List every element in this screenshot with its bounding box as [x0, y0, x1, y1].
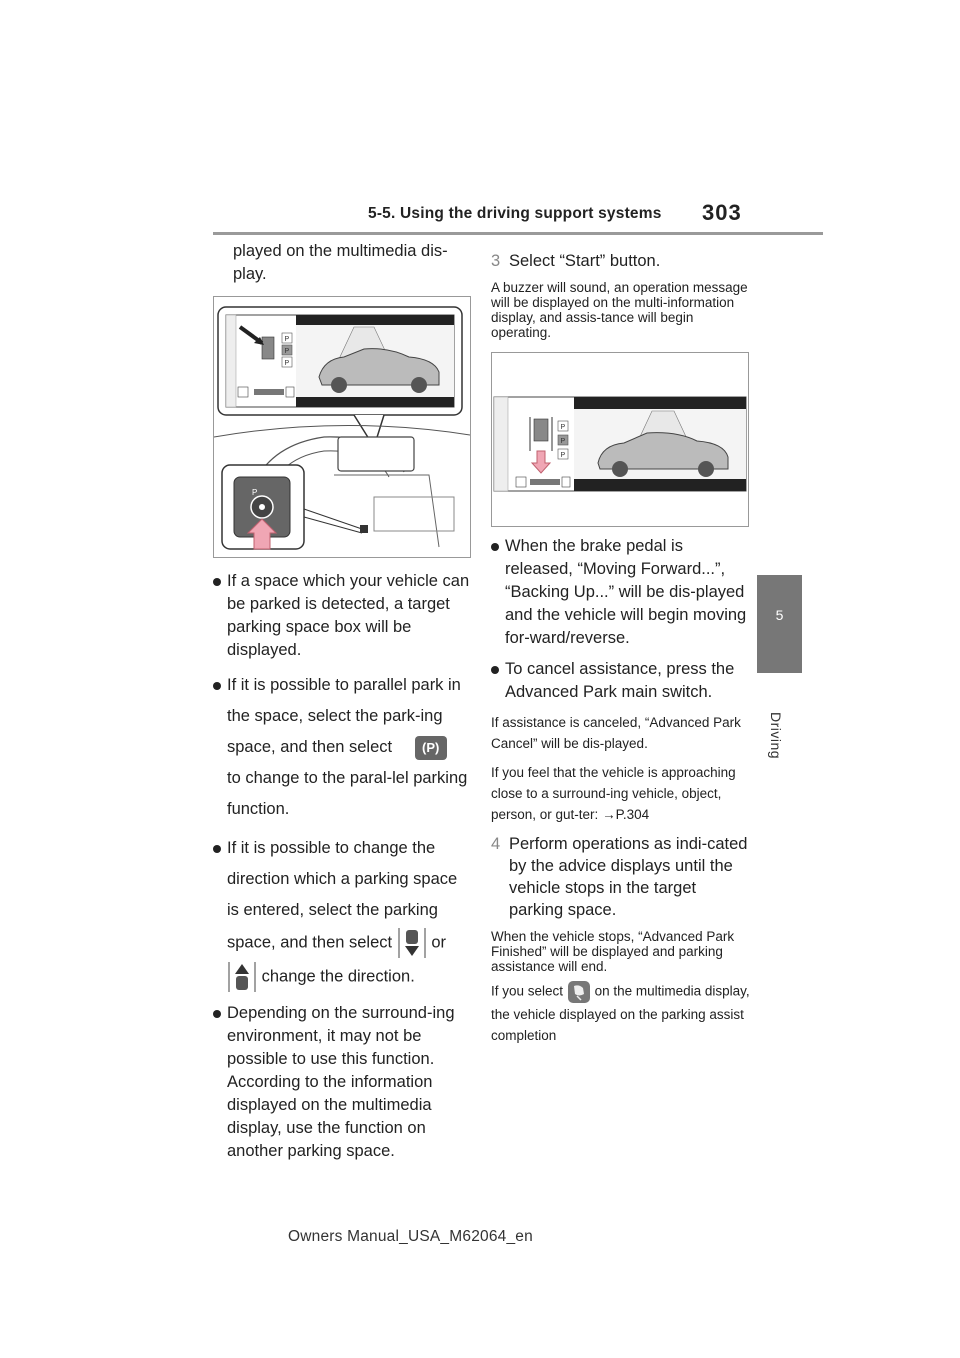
parking-space-labels: [558, 421, 568, 459]
start-screen-illustration: [492, 353, 748, 526]
parking-space-label: P: [284, 360, 290, 367]
left-column: [213, 236, 471, 1163]
switch-p-label: P: [252, 488, 258, 497]
reverse-entry-icon: [227, 960, 257, 994]
footer-document-id: Owners Manual_USA_M62064_en: [288, 1228, 533, 1245]
step-3-note: A buzzer will sound, an operation message will be displayed on the multi-information display, and assis-tance will begin operating.: [491, 280, 748, 340]
page-reference-link[interactable]: P.304: [615, 807, 650, 822]
chapter-number: 5: [775, 607, 784, 623]
parking-space-label: P: [560, 452, 566, 459]
figure-display-and-switch: [213, 296, 471, 558]
right-column: [491, 246, 751, 1046]
parking-space-label: P: [560, 438, 566, 445]
display-illustration: [214, 297, 470, 557]
step-4-note: When the vehicle stops, “Advanced Park Finished” will be displayed and parking assistance will end.: [491, 929, 735, 974]
bullet-parking-space-detected: If a space which your vehicle can be parked is detected, a target parking space box will be displayed.: [213, 570, 471, 662]
note-approaching-object: If you feel that the vehicle is approaching close to a surround-ing vehicle, object, person, or gut-ter: →P.304: [491, 765, 736, 822]
step-4: 4 Perform operations as indi-cated by the advice displays until the vehicle stops in the target parking space.: [491, 835, 748, 919]
forward-entry-icon: [397, 926, 427, 960]
bullet-cancel-assistance: To cancel assistance, press the Advanced Park main switch.: [491, 658, 751, 704]
intro-continuation: played on the multimedia dis-play.: [233, 242, 448, 283]
parking-assist-view-icon: [567, 980, 591, 1004]
bullet-brake-pedal: When the brake pedal is released, “Moving Forward...”, “Backing Up...” will be dis-played and the vehicle will begin moving for-ward/reverse.: [491, 535, 751, 650]
chapter-label: Driving: [768, 712, 784, 760]
step-3-number: 3: [491, 252, 501, 270]
note-select-icon: If you select on the multimedia display, the vehicle displayed on the parking assist completion: [491, 980, 751, 1046]
step-3: 3 Select “Start” button.: [491, 252, 661, 270]
header-rule: [213, 232, 823, 235]
reference-arrow-icon: →: [602, 807, 616, 822]
header-section-title: 5-5. Using the driving support systems: [368, 205, 662, 222]
parking-space-label: P: [560, 424, 566, 431]
figure-start-screen: [491, 352, 749, 527]
note-assistance-canceled: If assistance is canceled, “Advanced Park Cancel” will be dis-played.: [491, 715, 741, 751]
parking-space-label: P: [284, 348, 290, 355]
parking-space-labels: [282, 333, 292, 367]
parallel-park-icon: (P): [415, 736, 447, 760]
bullet-surrounding-environment: Depending on the surround-ing environment, it may not be possible to use this function. According to the information displayed on the multimedia display, use the function on another parking space.: [213, 1002, 471, 1163]
bullet-parallel-park: If it is possible to parallel park in the space, select the park-ing space, and then select (P) to change to the paral-lel parking function.: [213, 670, 471, 825]
bullet-change-direction: If it is possible to change the direction which a parking space is entered, select the parking space, and then select or change the direction.: [213, 833, 471, 994]
page-number: 303: [702, 200, 742, 225]
step-4-number: 4: [491, 835, 501, 853]
chapter-tab: [757, 575, 802, 673]
parking-space-label: P: [284, 336, 290, 343]
